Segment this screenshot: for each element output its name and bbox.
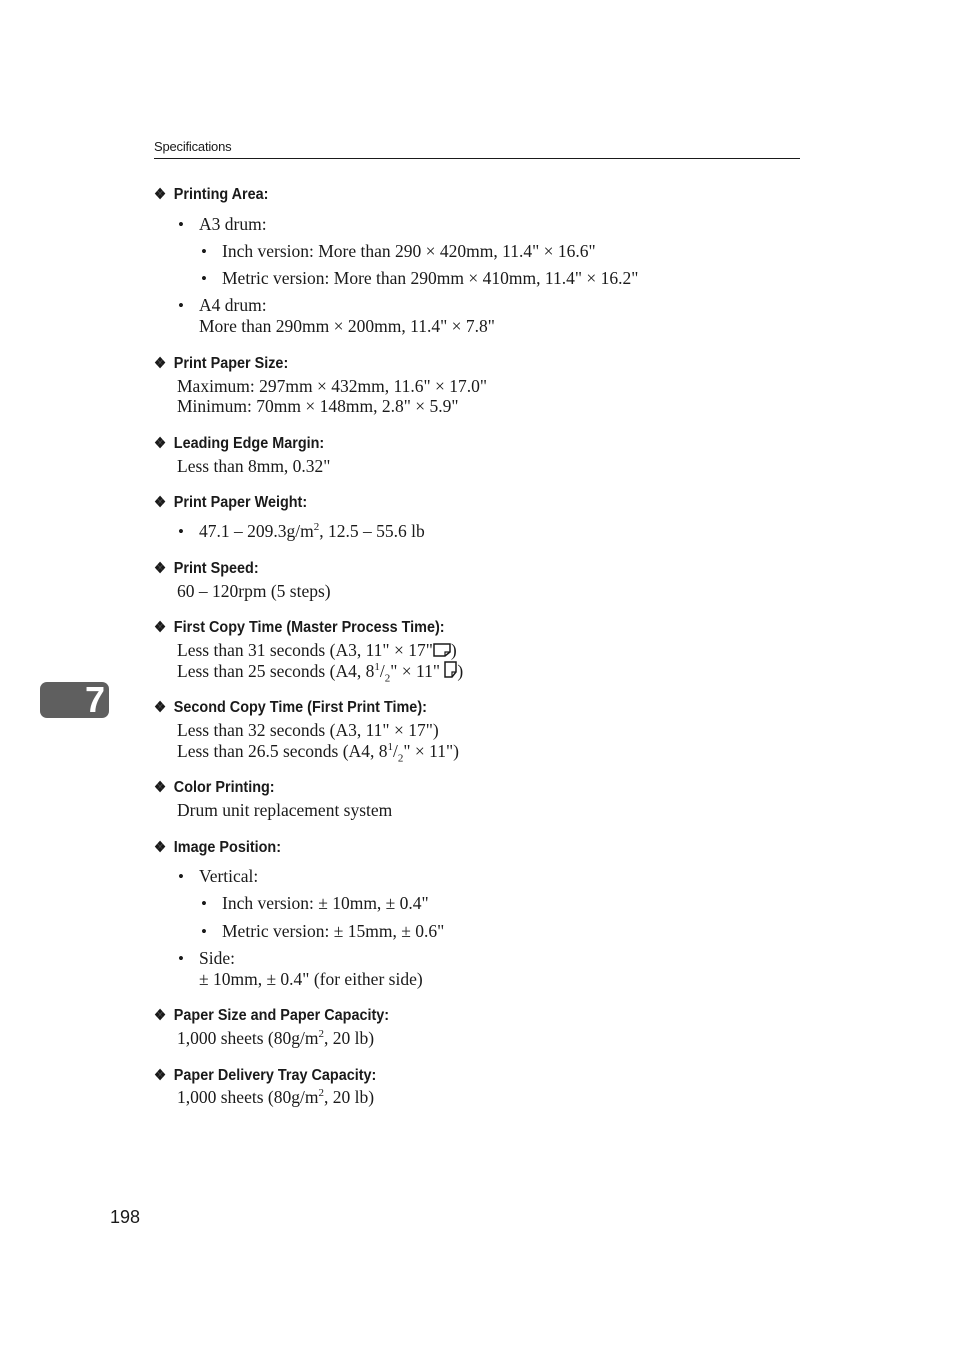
a3-inch-version: Inch version: More than 290 × 420mm, 11.4" × 16.6" [222,241,596,261]
paper-capacity-value [177,1028,374,1049]
diamond-bullet-icon: ❖ [154,619,167,636]
section-title: Printing Area: [173,186,269,203]
bullet-icon: • [201,269,207,288]
vertical-inch: Inch version: ± 10mm, ± 0.4" [222,893,429,913]
first-copy-line-2 [177,661,464,685]
paper-weight-heading [154,493,307,512]
second-copy-line-2 [177,741,459,765]
superscript: 2 [313,521,320,534]
print-speed-heading [154,559,259,578]
section-title: Paper Delivery Tray Capacity: [173,1067,377,1084]
section-title: Leading Edge Margin: [173,435,325,452]
a4-drum-label: A4 drum: [199,295,267,315]
second-copy-a4-size: " × 11") [403,741,459,761]
weight-lb: , 12.5 – 55.6 lb [319,521,425,541]
second-copy-a4: Less than 26.5 seconds (A4, 8 [177,741,388,761]
superscript: 2 [318,1028,324,1041]
fraction-numerator: 1 [387,741,393,754]
section-title: Print Speed: [173,560,259,577]
fraction-slash: / [379,661,385,681]
diamond-bullet-icon: ❖ [154,494,167,511]
bullet-icon: • [178,522,184,541]
a3-drum-label: A3 drum: [199,214,267,234]
paren: ) [450,640,457,660]
bullet-icon: • [201,922,207,941]
tray-sheets: 1,000 sheets (80g/m [177,1087,319,1107]
leading-edge-heading [154,434,324,453]
bullet-icon: • [178,867,184,886]
leading-edge-value: Less than 8mm, 0.32" [177,456,331,476]
bullet-icon: • [178,296,184,315]
second-copy-line-1: Less than 32 seconds (A3, 11" × 17") [177,720,439,740]
section-title: First Copy Time (Master Process Time): [173,619,445,636]
capacity-sheets: 1,000 sheets (80g/m [177,1028,319,1048]
chapter-tab [40,679,109,720]
first-copy-a4-size: " × 11" [390,661,440,681]
printing-area-heading [154,185,268,204]
page-number: 198 [110,1207,141,1227]
diamond-bullet-icon: ❖ [154,186,167,203]
fraction-numerator: 1 [374,661,380,674]
section-title: Paper Size and Paper Capacity: [173,1007,390,1024]
fraction-denominator: 2 [397,752,404,765]
section-title: Second Copy Time (First Print Time): [173,699,427,716]
weight-range: 47.1 – 209.3g/m [199,521,314,541]
bullet-icon: • [178,215,184,234]
landscape-paper-icon [433,643,451,657]
bullet-icon: • [201,894,207,913]
diamond-bullet-icon: ❖ [154,560,167,577]
paper-capacity-heading [154,1006,389,1025]
bullet-icon: • [178,949,184,968]
chapter-number: 7 [84,679,105,720]
first-copy-heading [154,618,445,637]
section-title: Print Paper Size: [173,355,289,372]
delivery-tray-value [177,1087,374,1108]
section-title: Print Paper Weight: [173,494,308,511]
print-paper-size-heading [154,354,288,373]
print-speed-value: 60 – 120rpm (5 steps) [177,581,331,601]
diamond-bullet-icon: ❖ [154,435,167,452]
diamond-bullet-icon: ❖ [154,779,167,796]
header-rule [154,158,800,159]
first-copy-a3: Less than 31 seconds (A3, 11" × 17" [177,640,433,660]
delivery-tray-heading [154,1066,376,1085]
paper-size-min: Minimum: 70mm × 148mm, 2.8" × 5.9" [177,396,459,416]
diamond-bullet-icon: ❖ [154,699,167,716]
paper-weight-value [199,521,425,542]
a4-drum-value: More than 290mm × 200mm, 11.4" × 7.8" [199,316,495,336]
tray-lb: , 20 lb) [323,1087,375,1107]
fraction-slash: / [392,741,398,761]
paren: ) [457,661,464,681]
running-header: Specifications [154,139,232,154]
diamond-bullet-icon: ❖ [154,1007,167,1024]
diamond-bullet-icon: ❖ [154,355,167,372]
superscript: 2 [318,1087,324,1100]
first-copy-line-1 [177,640,457,661]
color-printing-value: Drum unit replacement system [177,800,393,820]
paper-size-max: Maximum: 297mm × 432mm, 11.6" × 17.0" [177,376,487,396]
second-copy-heading [154,698,427,717]
section-title: Image Position: [173,839,282,856]
side-value: ± 10mm, ± 0.4" (for either side) [199,969,423,989]
color-printing-heading [154,778,275,797]
portrait-paper-icon [444,661,457,678]
diamond-bullet-icon: ❖ [154,839,167,856]
vertical-metric: Metric version: ± 15mm, ± 0.6" [222,921,445,941]
fraction-denominator: 2 [384,672,391,685]
section-title: Color Printing: [173,779,275,796]
diamond-bullet-icon: ❖ [154,1067,167,1084]
bullet-icon: • [201,242,207,261]
a3-metric-version: Metric version: More than 290mm × 410mm, 11.4" × 16.2" [222,268,639,288]
image-position-heading [154,838,281,857]
capacity-lb: , 20 lb) [323,1028,375,1048]
first-copy-a4: Less than 25 seconds (A4, 8 [177,661,375,681]
side-label: Side: [199,948,235,968]
vertical-label: Vertical: [199,866,259,886]
